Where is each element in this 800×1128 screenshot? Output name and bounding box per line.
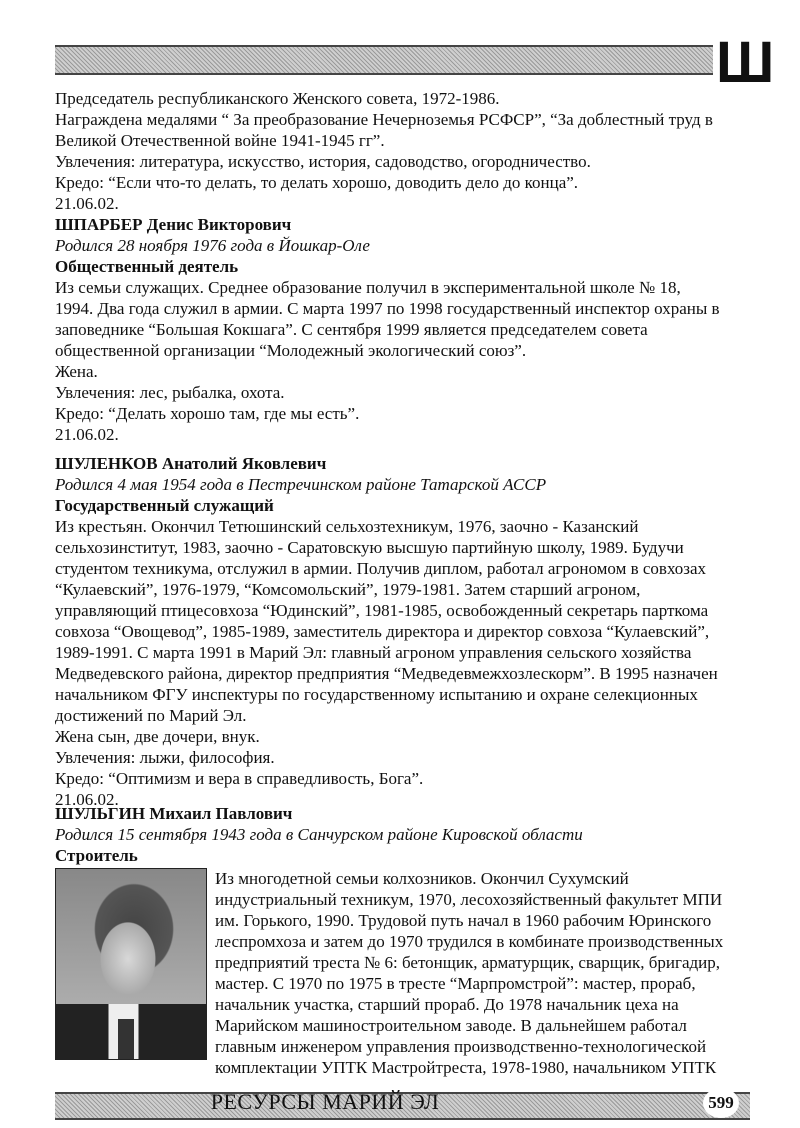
header-bar xyxy=(55,45,713,75)
text-line: Жена. xyxy=(55,362,98,381)
entry-heading xyxy=(55,453,718,474)
text-line: 1994. Два года служил в армии. С марта 1997 по 1998 государственный инспектор охраны в xyxy=(55,299,720,318)
text-line: Марийском машиностроительном заводе. В дальнейшем работал xyxy=(215,1016,687,1035)
text-line: достижений по Марий Эл. xyxy=(55,706,247,725)
surname: ШПАРБЕР xyxy=(55,215,143,234)
text-line: общественной организации “Молодежный экологический союз”. xyxy=(55,341,527,360)
entry-heading xyxy=(55,803,583,824)
text-line: мастер. С 1970 по 1975 в тресте “Марпромстрой”: мастер, прораб, xyxy=(215,974,696,993)
given-names: Денис Викторович xyxy=(142,215,292,234)
birth-info: Родился 15 сентября 1943 года в Санчурском районе Кировской области xyxy=(55,825,583,844)
text-line: Увлечения: литература, искусство, история, садоводство, огородничество. xyxy=(55,152,591,171)
text-line: 21.06.02. xyxy=(55,790,119,809)
text-line: начальником ФГУ инспектуры по государственному испытанию и охране селекционных xyxy=(55,685,698,704)
text-line: 21.06.02. xyxy=(55,194,119,213)
page-number: 599 xyxy=(703,1088,739,1118)
text-line: Из семьи служащих. Среднее образование получил в экспериментальной школе № 18, xyxy=(55,278,681,297)
text-line: Председатель республиканского Женского совета, 1972-1986. xyxy=(55,89,500,108)
text-line: Кредо: “Делать хорошо там, где мы есть”. xyxy=(55,404,360,423)
text-line: им. Горького, 1990. Трудовой путь начал в 1960 рабочим Юринского xyxy=(215,911,712,930)
entry-shulenkov xyxy=(55,453,718,810)
text-line: леспромхоза и затем до 1970 трудился в комбинате производственных xyxy=(215,932,724,951)
text-line: главным инженером управления производственно-технологической xyxy=(215,1037,707,1056)
text-line: 1989-1991. С марта 1991 в Марий Эл: главный агроном управления сельского хозяйства xyxy=(55,643,692,662)
profession: Общественный деятель xyxy=(55,257,239,276)
text-line: совхоза “Овощевод”, 1985-1989, заместитель директора и директор совхоза “Кулаевский”, xyxy=(55,622,710,641)
text-line: Великой Отечественной войне 1941-1945 гг”. xyxy=(55,131,385,150)
text-line: Медведевского района, директор предприятия “Медведевмежхозлескорм”. В 1995 назначен xyxy=(55,664,718,683)
given-names: Михаил Павлович xyxy=(145,804,293,823)
text-line: Кредо: “Оптимизм и вера в справедливость, Бога”. xyxy=(55,769,424,788)
entry-shparber xyxy=(55,214,720,445)
profession: Строитель xyxy=(55,846,138,865)
entry-continuation xyxy=(55,88,713,214)
text-line: Кредо: “Если что-то делать, то делать хорошо, доводить дело до конца”. xyxy=(55,173,579,192)
entry-shulgin-body xyxy=(215,868,723,1078)
text-line: заповеднике “Большая Кокшага”. С сентября 1999 является председателем совета xyxy=(55,320,648,339)
text-line: Из многодетной семьи колхозников. Окончил Сухумский xyxy=(215,869,629,888)
text-line: начальник участка, старший прораб. До 1978 начальник цеха на xyxy=(215,995,679,1014)
text-line: комплектации УПТК Мастройтреста, 1978-1980, начальником УПТК xyxy=(215,1058,717,1077)
text-line: управляющий птицесовхоза “Юдинский”, 1981-1985, освобожденный секретарь парткома xyxy=(55,601,709,620)
footer-title: РЕСУРСЫ МАРИЙ ЭЛ xyxy=(210,1089,440,1114)
surname: ШУЛЕНКОВ xyxy=(55,454,158,473)
text-line: Увлечения: лыжи, философия. xyxy=(55,748,275,767)
text-line: Жена сын, две дочери, внук. xyxy=(55,727,260,746)
profession: Государственный служащий xyxy=(55,496,274,515)
birth-info: Родился 4 мая 1954 года в Пестречинском районе Татарской АССР xyxy=(55,475,547,494)
entry-heading xyxy=(55,214,720,235)
text-line: студентом техникума, отслужил в армии. Получив диплом, работал агрономом в совхозах xyxy=(55,559,707,578)
text-line: предприятий треста № 6: бетонщик, арматурщик, сварщик, бригадир, xyxy=(215,953,720,972)
portrait-photo xyxy=(55,868,207,1060)
text-line: сельхозинститут, 1983, заочно - Саратовскую высшую партийную школу, 1989. Будучи xyxy=(55,538,684,557)
text-line: Награждена медалями “ За преобразование Нечерноземья РСФСР”, “За доблестный труд в xyxy=(55,110,713,129)
text-line: индустриальный техникум, 1970, лесохозяйственный факультет МПИ xyxy=(215,890,723,909)
given-names: Анатолий Яковлевич xyxy=(157,454,327,473)
text-line: “Кулаевский”, 1976-1979, “Комсомольский”, 1979-1981. Затем старший агроном, xyxy=(55,580,641,599)
text-line: Увлечения: лес, рыбалка, охота. xyxy=(55,383,285,402)
text-line: 21.06.02. xyxy=(55,425,119,444)
section-letter: Ш xyxy=(716,30,775,95)
text-line: Из крестьян. Окончил Тетюшинский сельхозтехникум, 1976, заочно - Казанский xyxy=(55,517,639,536)
surname: ШУЛЬГИН xyxy=(55,804,146,823)
entry-shulgin-heading xyxy=(55,803,583,866)
birth-info: Родился 28 ноября 1976 года в Йошкар-Оле xyxy=(55,236,370,255)
